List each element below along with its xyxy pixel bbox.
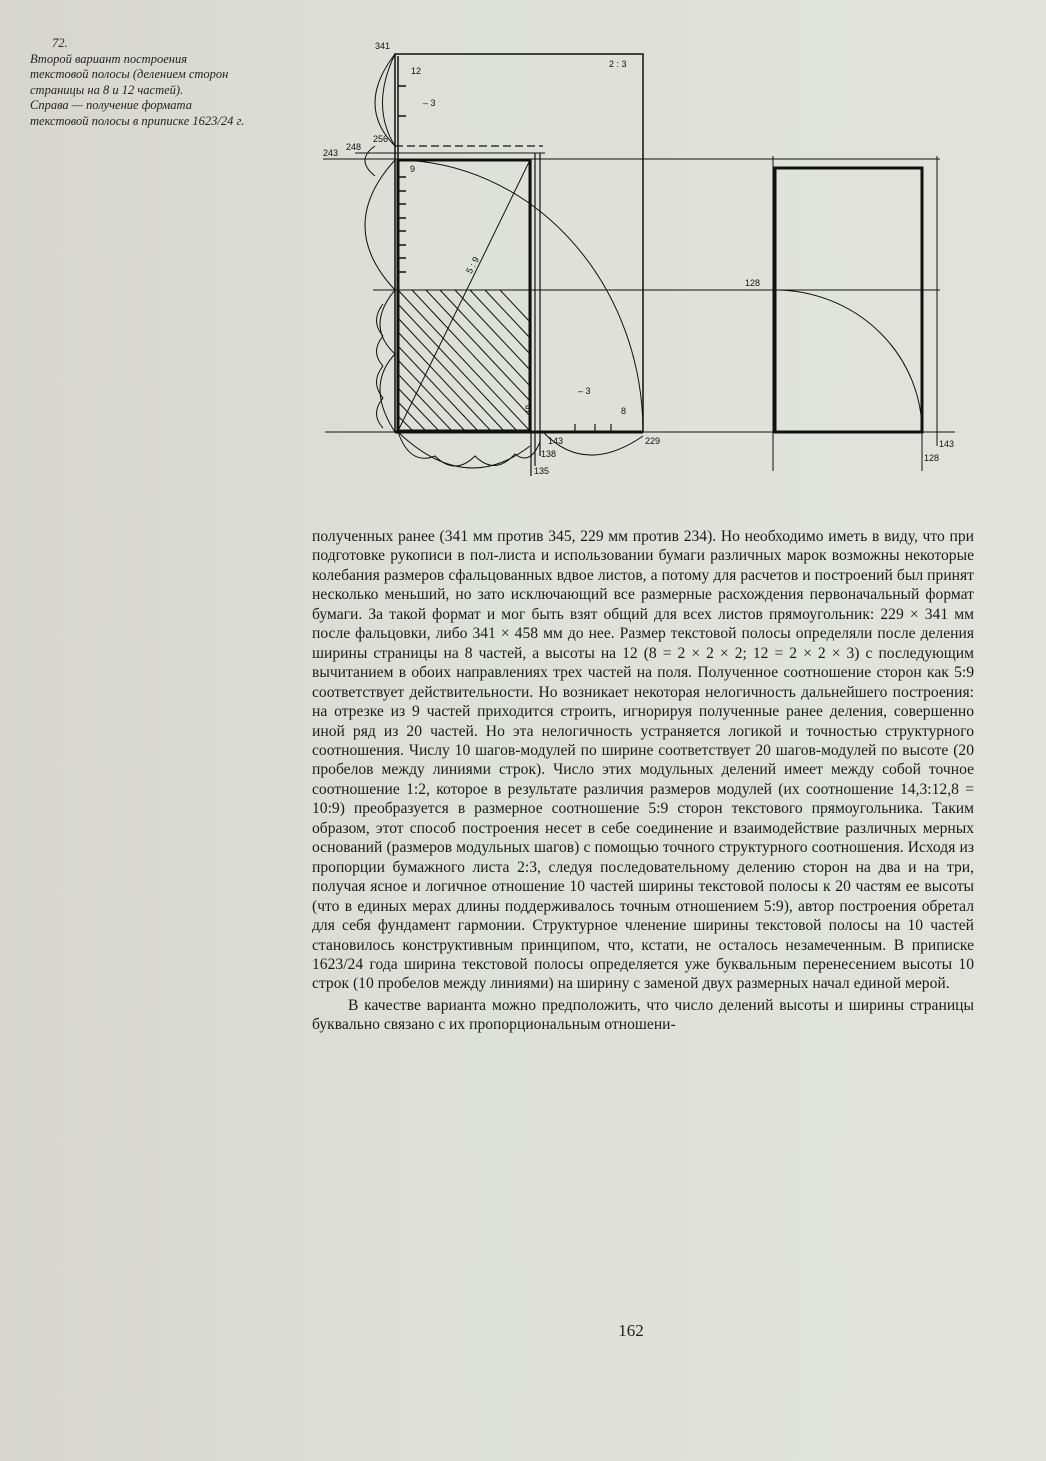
- label-2-3: 2 : 3: [609, 59, 627, 69]
- figure-caption: [30, 36, 310, 129]
- label-256: 256: [373, 134, 389, 144]
- page-number: 162: [618, 1321, 644, 1340]
- label-143-right: 143: [939, 439, 955, 449]
- construction-diagram: [315, 36, 975, 486]
- left-arc-5: [365, 146, 375, 176]
- label-341: 341: [375, 41, 391, 51]
- label-12: 12: [411, 66, 422, 76]
- caption-line: Справа — получение формата: [30, 98, 192, 112]
- caption-line: текстовой полосы в приписке 1623/24 г.: [30, 113, 245, 128]
- left-arc-4: [380, 290, 395, 432]
- paragraph: полученных ранее (341 мм против 345, 229 мм против 234). Но необходимо иметь в виду, что при подготовке рукописи в пол-листа и использовании бумаги различных марок возможны некоторые колебания размеров сфальцованных вдвое листов, а потому для расчетов и построений был принят несколько меньший, но зато исключающий все размерные расхождения первоначальный формат бумаги. За такой формат и мог быть взят общий для всех листов прямоугольник: 229 × 341 мм после фальцовки, либо 341 × 458 мм до нее. Размер текстовой полосы определяли после деления ширины страницы на 8 частей, а высоты на 12 (8 = 2 × 2 × 2; 12 = 2 × 2 × 3) с последующим вычитанием в обоих направлениях трех частей на поля. Полученное соотношение сторон как 5:9 соответствует действительности. Но возникает некоторая нелогичность дальнейшего построения: на отрезке из 9 частей приходится строить, игнорируя полученные ранее деления, совершенно иной ряд из 20 частей. Но эта нелогичность устраняется логикой и точностью структурного соотношения. Числу 10 шагов-модулей по ширине соответствует 20 шагов-модулей по высоте (20 пробелов между линиями строк). Число этих модульных делений имеет между собой точное соотношение 1:2, которое в результате различия размеров модулей (их соотношение 14,3:12,8 = 10:9) преобразуется в размерное соотношение 5:9 сторон текстового прямоугольника. Таким образом, этот способ построения несет в себе соединение и взаимодействие различных мерных оснований (размеров модульных шагов) с помощью точного структурного соотношения. Исходя из пропорции бумажного листа 2:3, следуя последовательному делению сторон на два и на три, получая ясное и логичное отношение 10 частей ширины текстовой полосы к 20 частям ее высоты (что в единых мерах длины поддерживалось точным отношением 5:9), автор построения обретал для себя фундамент гармонии. Структурное членение ширины текстовой полосы на 10 частей становилось конструктивным принципом, что, кстати, не осталось незамеченным. В приписке 1623/24 года ширина текстовой полосы определяется уже буквальным перенесением высоты 10 строк (10 пробелов между линиями) на ширину с заменой двух размерных начал единой мерой.: [312, 528, 974, 993]
- caption-line: страницы на 8 и 12 частей).: [30, 82, 184, 97]
- label-143: 143: [548, 436, 564, 446]
- page-outline: [395, 54, 643, 432]
- paragraph: В качестве варианта можно предположить, что число делений высоты и ширины страницы буквально связано с их пропорциональным отношени-: [312, 996, 974, 1034]
- construction-diagram-svg: [315, 36, 975, 486]
- left-arc-3: [365, 160, 395, 290]
- bottom-arc: [398, 432, 530, 468]
- label-5-9: 5 : 9: [464, 255, 482, 276]
- caption-number: 72.: [52, 36, 68, 50]
- label-minus-3-top: – 3: [423, 98, 436, 108]
- hatched-triangle: [398, 290, 530, 431]
- label-248: 248: [346, 142, 362, 152]
- caption-line: Второй вариант построения: [30, 51, 188, 66]
- body-text: [312, 527, 974, 1035]
- label-8: 8: [621, 406, 627, 416]
- label-9: 9: [410, 164, 416, 174]
- label-135: 135: [534, 466, 550, 476]
- label-138: 138: [541, 449, 557, 459]
- label-minus-3-bottom: – 3: [578, 386, 591, 396]
- left-arc-1: [375, 54, 395, 146]
- label-229: 229: [645, 436, 661, 446]
- label-128-right: 128: [924, 453, 940, 463]
- format-rect: [775, 168, 922, 432]
- label-128: 128: [745, 278, 761, 288]
- label-5: 5: [525, 404, 531, 414]
- format-arc: [775, 290, 922, 432]
- label-243: 243: [323, 148, 339, 158]
- caption-line: текстовой полосы (делением сторон: [30, 67, 229, 81]
